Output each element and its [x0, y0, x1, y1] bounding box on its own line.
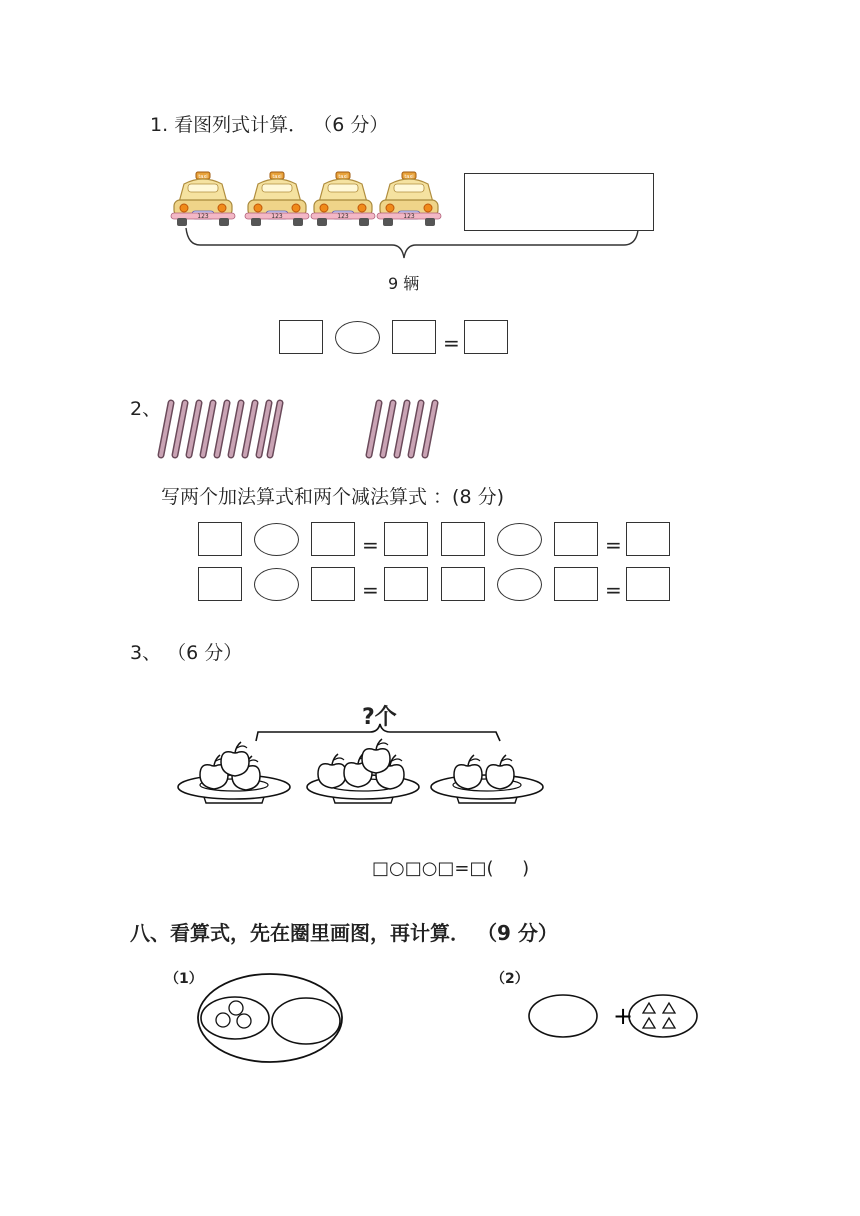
svg-text:taxi: taxi	[272, 174, 282, 180]
svg-text:taxi: taxi	[198, 174, 208, 180]
q1-title: 1. 看图列式计算． （6 分）	[150, 114, 389, 136]
svg-text:taxi: taxi	[338, 174, 348, 180]
part1-label: （1）	[165, 971, 203, 987]
equals-sign: =	[605, 578, 622, 602]
large-circle-icon	[198, 974, 342, 1062]
q2-number: 2、	[130, 398, 162, 420]
svg-text:taxi: taxi	[404, 174, 414, 180]
svg-text:123: 123	[337, 213, 349, 220]
equals-sign: =	[362, 578, 379, 602]
plus-sign: +	[613, 1002, 634, 1030]
part2-label: （2）	[491, 971, 529, 987]
q3-title: 3、 （6 分）	[130, 642, 243, 664]
svg-text:123: 123	[403, 213, 415, 220]
q3-formula: □○□○□=□( )	[372, 858, 530, 879]
count-label: 9 辆	[388, 274, 420, 293]
svg-text:123: 123	[197, 213, 209, 220]
q8-title: 八、看算式，先在圈里画图，再计算． （9 分）	[130, 921, 558, 945]
empty-circle-icon[interactable]	[529, 995, 597, 1037]
equals-sign: =	[362, 533, 379, 557]
svg-text:123: 123	[271, 213, 283, 220]
question-label: ?个	[362, 705, 397, 730]
equals-sign: =	[605, 533, 622, 557]
q2-instruction: 写两个加法算式和两个减法算式 ：(8 分)	[161, 486, 504, 508]
triangles-circle-icon	[629, 995, 697, 1037]
equals-sign: =	[443, 331, 460, 355]
